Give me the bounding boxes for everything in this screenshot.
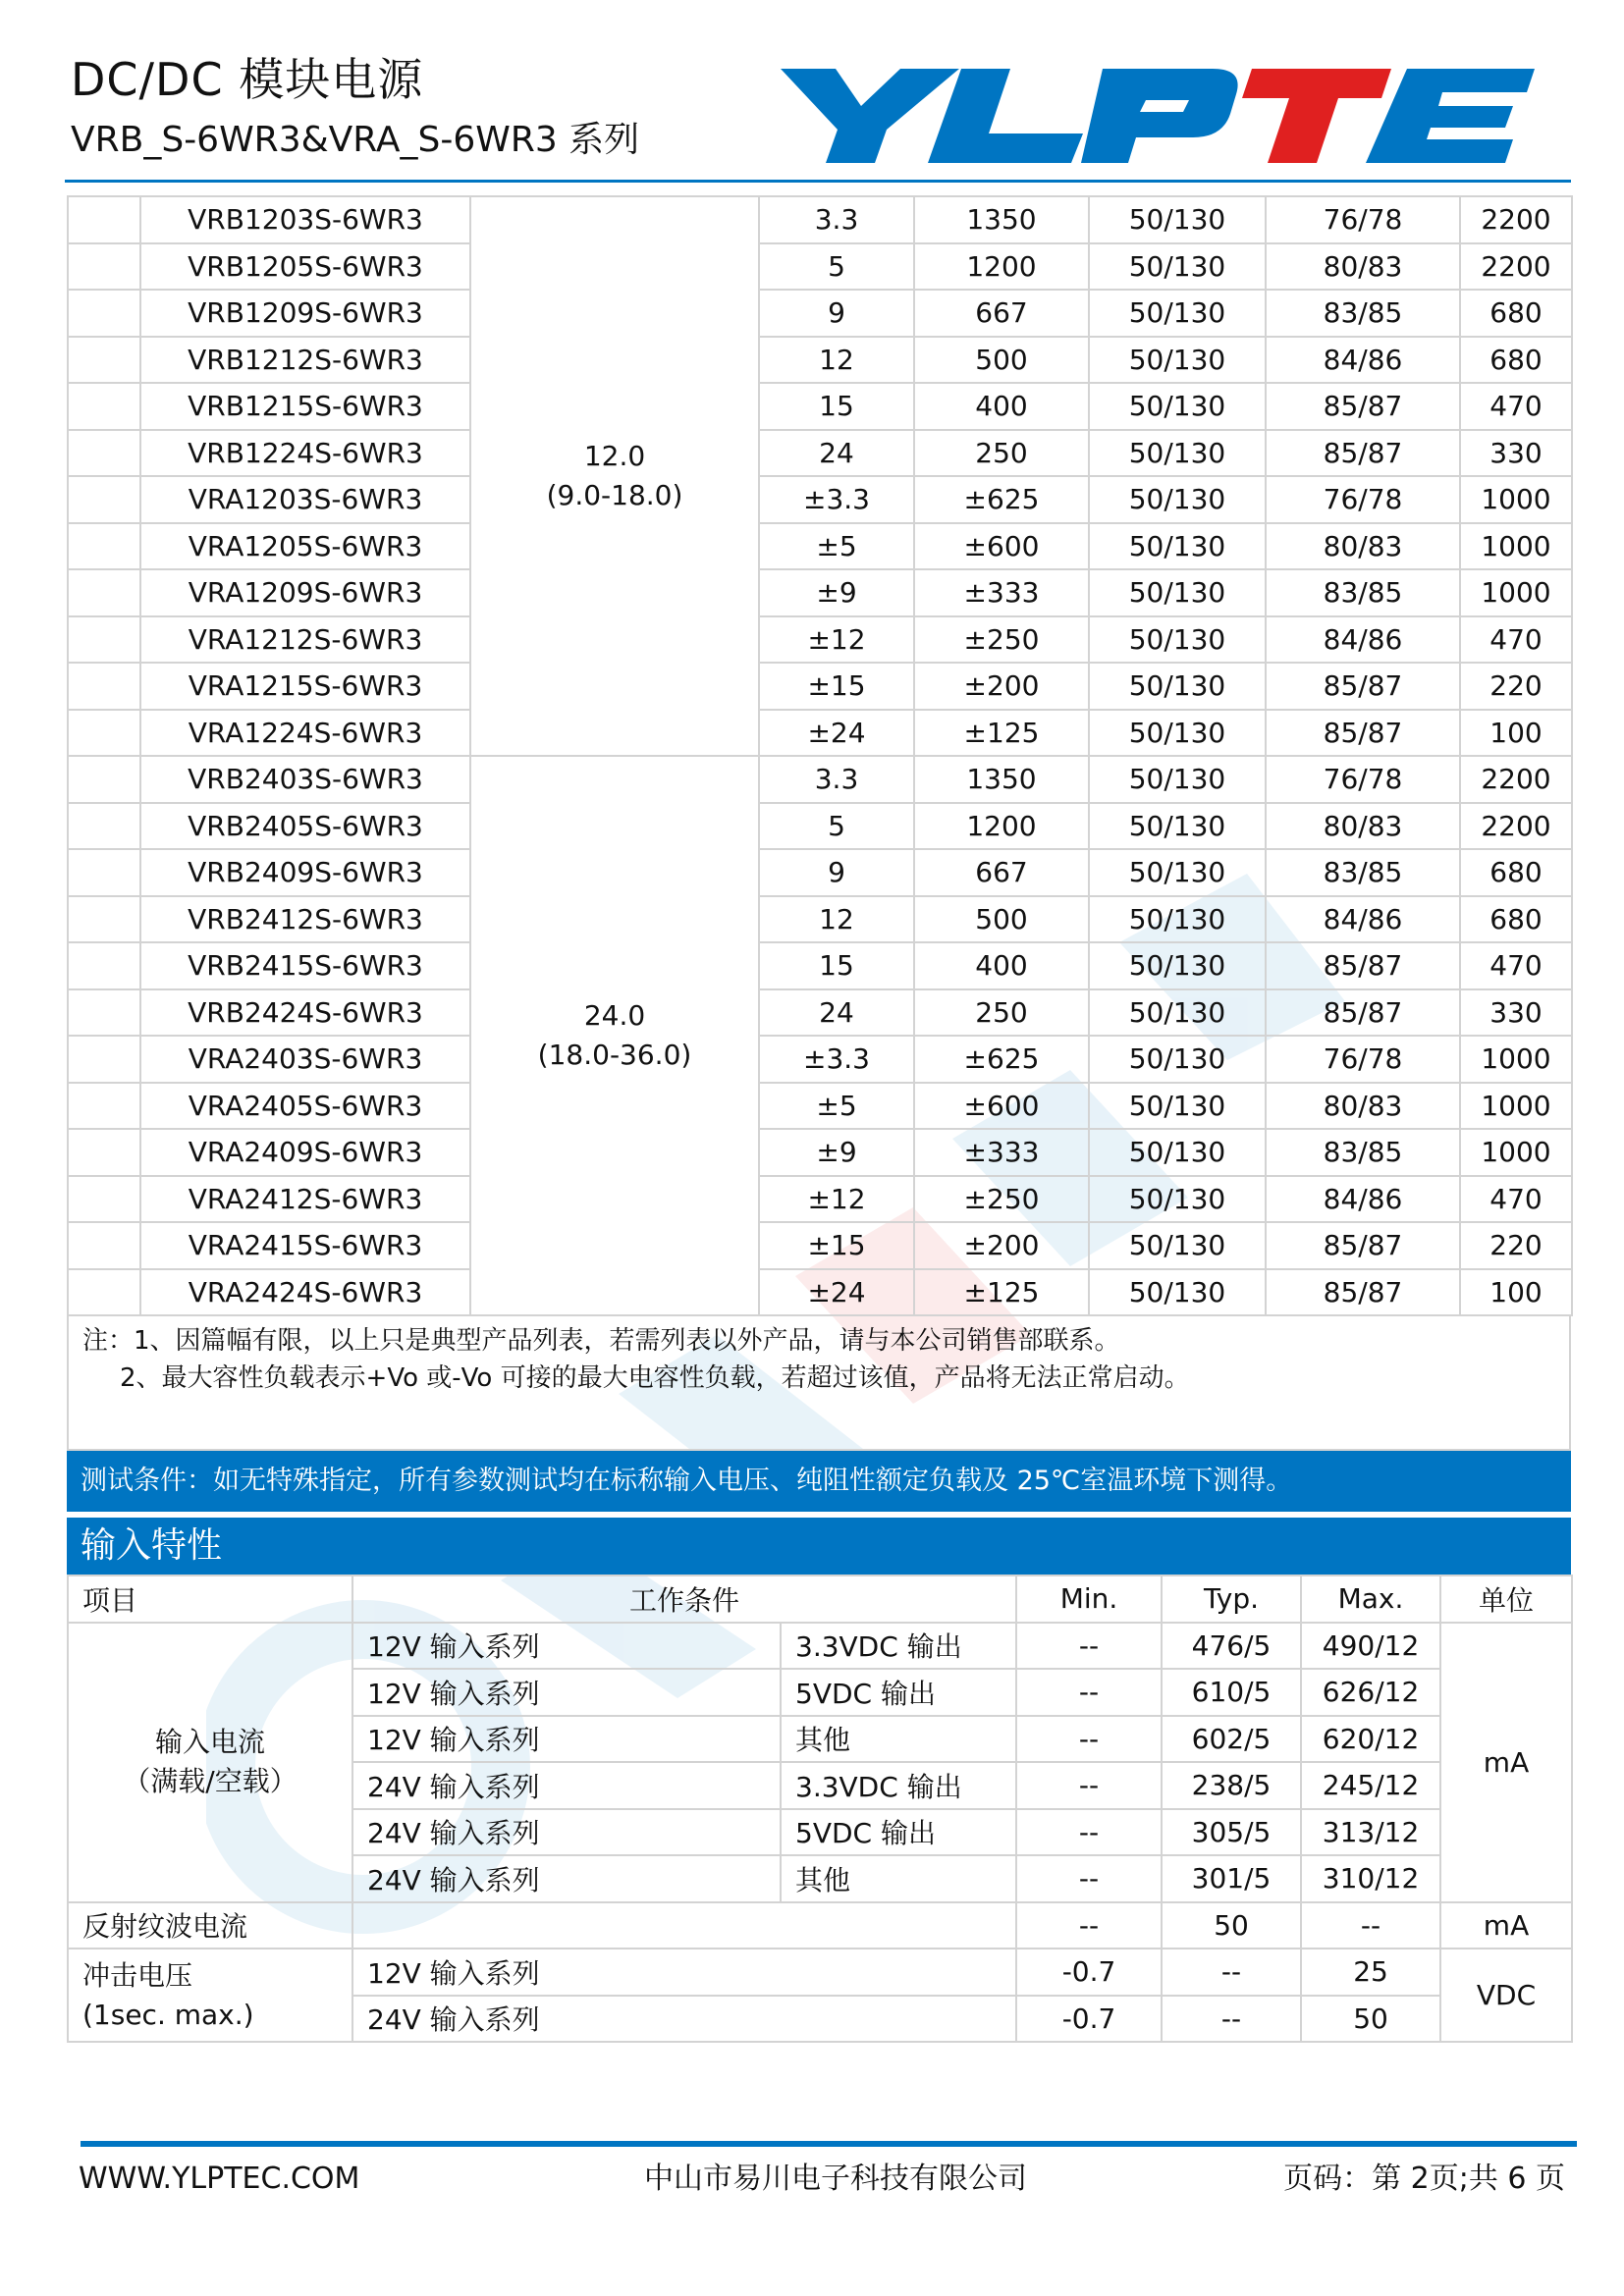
surge-voltage-label: 冲击电压 [82,1958,193,1992]
output-type-cell: 3.3VDC 输出 [781,1623,1016,1670]
header-typ: Typ. [1162,1575,1301,1623]
output-voltage-cell: 9 [759,290,914,337]
row-blank-cell [68,1176,140,1223]
max-cell: 310/12 [1301,1855,1440,1902]
efficiency-cell: 85/87 [1266,1222,1460,1269]
output-voltage-cell: ±9 [759,569,914,616]
output-voltage-cell: ±3.3 [759,476,914,523]
max-capacitive-load-cell: 680 [1460,896,1572,943]
row-blank-cell [68,1222,140,1269]
input-series-cell: 24V 输入系列 [352,1809,781,1856]
row-blank-cell [68,616,140,664]
max-cell: 620/12 [1301,1716,1440,1763]
ripple-noise-cell: 50/130 [1089,1129,1266,1176]
surge-voltage-row [68,1949,1572,1996]
output-voltage-cell: ±9 [759,1129,914,1176]
model-row [68,1222,1572,1269]
output-current-cell: 1200 [914,243,1089,291]
model-row [68,803,1572,850]
input-series-cell: 24V 输入系列 [352,1762,781,1809]
input-current-label: 输入电流 [154,1726,265,1758]
output-current-cell: 1350 [914,756,1089,803]
output-current-cell: ±600 [914,523,1089,570]
model-cell: VRB2405S-6WR3 [140,803,470,850]
row-blank-cell [68,710,140,757]
model-cell: VRA1212S-6WR3 [140,616,470,664]
max-capacitive-load-cell: 2200 [1460,803,1572,850]
output-current-cell: ±333 [914,1129,1089,1176]
output-current-cell: 1200 [914,803,1089,850]
output-voltage-cell: 5 [759,243,914,291]
test-conditions-bar: 测试条件：如无特殊指定，所有参数测试均在标称输入电压、纯阻性额定负载及 25℃室温环境下测得。 [67,1451,1571,1512]
output-voltage-cell: ±24 [759,710,914,757]
max-capacitive-load-cell: 1000 [1460,569,1572,616]
input-series-cell: 24V 输入系列 [352,1855,781,1902]
model-row [68,896,1572,943]
output-type-cell: 5VDC 输出 [781,1669,1016,1716]
output-voltage-cell: ±15 [759,663,914,710]
model-cell: VRB1203S-6WR3 [140,196,470,243]
efficiency-cell: 80/83 [1266,1083,1460,1130]
model-cell: VRA2405S-6WR3 [140,1083,470,1130]
min-cell: -0.7 [1016,1996,1162,2043]
ripple-noise-cell: 50/130 [1089,616,1266,664]
row-blank-cell [68,663,140,710]
row-blank-cell [68,1129,140,1176]
model-row [68,383,1572,430]
row-blank-cell [68,1036,140,1083]
max-capacitive-load-cell: 470 [1460,383,1572,430]
row-blank-cell [68,803,140,850]
input-current-unit-cell: mA [1440,1623,1572,1902]
header-condition: 工作条件 [352,1575,1016,1623]
efficiency-cell: 85/87 [1266,1269,1460,1316]
max-capacitive-load-cell: 2200 [1460,243,1572,291]
model-row [68,849,1572,896]
input-nominal: 24.0 [583,999,646,1032]
model-row [68,756,1572,803]
output-voltage-cell: 9 [759,849,914,896]
output-voltage-cell: ±5 [759,523,914,570]
typ-cell: 50 [1162,1902,1301,1949]
output-current-cell: ±250 [914,616,1089,664]
ripple-noise-cell: 50/130 [1089,523,1266,570]
output-type-cell: 5VDC 输出 [781,1809,1016,1856]
model-cell: VRA2403S-6WR3 [140,1036,470,1083]
model-row [68,430,1572,477]
ripple-noise-cell: 50/130 [1089,710,1266,757]
output-current-cell: 250 [914,989,1089,1037]
input-series-cell: 12V 输入系列 [352,1669,781,1716]
ripple-noise-cell: 50/130 [1089,196,1266,243]
min-cell: -- [1016,1809,1162,1856]
model-cell: VRA1203S-6WR3 [140,476,470,523]
output-type-cell: 其他 [781,1716,1016,1763]
output-voltage-cell: 15 [759,942,914,989]
ripple-noise-cell: 50/130 [1089,1083,1266,1130]
efficiency-cell: 76/78 [1266,476,1460,523]
model-cell: VRB1224S-6WR3 [140,430,470,477]
model-row [68,616,1572,664]
efficiency-cell: 76/78 [1266,1036,1460,1083]
row-blank-cell [68,1269,140,1316]
header-item: 项目 [68,1575,352,1623]
ripple-noise-cell: 50/130 [1089,896,1266,943]
input-series-cell: 12V 输入系列 [352,1623,781,1670]
efficiency-cell: 83/85 [1266,849,1460,896]
ripple-current-label: 反射纹波电流 [68,1902,352,1949]
typ-cell: -- [1162,1996,1301,2043]
row-blank-cell [68,430,140,477]
row-blank-cell [68,523,140,570]
ylptec-logo [771,61,1556,169]
max-cell: -- [1301,1902,1440,1949]
model-row [68,476,1572,523]
max-capacitive-load-cell: 2200 [1460,196,1572,243]
document-subtitle: VRB_S-6WR3&VRA_S-6WR3 系列 [71,120,640,160]
ripple-noise-cell: 50/130 [1089,383,1266,430]
model-row [68,989,1572,1037]
output-current-cell: ±200 [914,663,1089,710]
output-current-cell: ±250 [914,1176,1089,1223]
model-table [67,195,1573,1316]
input-series-cell: 12V 输入系列 [352,1716,781,1763]
footer-page-number: 页码：第 2页;共 6 页 [1283,2162,1565,2196]
efficiency-cell: 84/86 [1266,896,1460,943]
row-blank-cell [68,896,140,943]
min-cell: -- [1016,1716,1162,1763]
model-cell: VRA1209S-6WR3 [140,569,470,616]
ripple-noise-cell: 50/130 [1089,942,1266,989]
efficiency-cell: 76/78 [1266,756,1460,803]
logo-letter-y [781,69,959,163]
row-blank-cell [68,1083,140,1130]
header-rule [65,180,1571,183]
efficiency-cell: 84/86 [1266,616,1460,664]
header-unit: 单位 [1440,1575,1572,1623]
ripple-noise-cell: 50/130 [1089,569,1266,616]
model-cell: VRB2409S-6WR3 [140,849,470,896]
output-voltage-cell: ±12 [759,616,914,664]
row-blank-cell [68,989,140,1037]
input-nominal: 12.0 [583,440,646,472]
max-cell: 626/12 [1301,1669,1440,1716]
ripple-noise-cell: 50/130 [1089,1036,1266,1083]
ripple-noise-cell: 50/130 [1089,663,1266,710]
ripple-noise-cell: 50/130 [1089,290,1266,337]
min-cell: -- [1016,1623,1162,1670]
ripple-noise-cell: 50/130 [1089,989,1266,1037]
row-blank-cell [68,196,140,243]
logo-letter-t [1242,69,1391,163]
output-voltage-cell: 3.3 [759,196,914,243]
input-series-cell: 12V 输入系列 [352,1949,1016,1996]
ripple-noise-cell: 50/130 [1089,756,1266,803]
surge-voltage-unit-cell: VDC [1440,1949,1572,2042]
output-current-cell: 400 [914,383,1089,430]
model-row [68,569,1572,616]
model-cell: VRA1205S-6WR3 [140,523,470,570]
model-row [68,1083,1572,1130]
logo-letter-l [928,69,1083,163]
max-capacitive-load-cell: 680 [1460,290,1572,337]
max-capacitive-load-cell: 1000 [1460,476,1572,523]
max-capacitive-load-cell: 330 [1460,989,1572,1037]
row-blank-cell [68,849,140,896]
input-range: (9.0-18.0) [546,479,683,511]
output-voltage-cell: ±24 [759,1269,914,1316]
output-current-cell: 1350 [914,196,1089,243]
max-capacitive-load-cell: 1000 [1460,1083,1572,1130]
header-min: Min. [1016,1575,1162,1623]
output-current-cell: 500 [914,896,1089,943]
efficiency-cell: 84/86 [1266,337,1460,384]
model-cell: VRB2415S-6WR3 [140,942,470,989]
model-cell: VRA1224S-6WR3 [140,710,470,757]
row-blank-cell [68,383,140,430]
output-voltage-cell: ±12 [759,1176,914,1223]
ripple-noise-cell: 50/130 [1089,476,1266,523]
row-blank-cell [68,476,140,523]
typ-cell: 602/5 [1162,1716,1301,1763]
logo-letter-p [1081,69,1238,163]
max-capacitive-load-cell: 680 [1460,849,1572,896]
output-voltage-cell: 12 [759,337,914,384]
efficiency-cell: 84/86 [1266,1176,1460,1223]
model-row [68,942,1572,989]
output-current-cell: 400 [914,942,1089,989]
output-current-cell: ±125 [914,1269,1089,1316]
row-blank-cell [68,569,140,616]
output-voltage-cell: 24 [759,989,914,1037]
model-cell: VRB2403S-6WR3 [140,756,470,803]
ripple-noise-cell: 50/130 [1089,337,1266,384]
efficiency-cell: 85/87 [1266,383,1460,430]
model-row [68,523,1572,570]
input-current-label-cell [68,1623,352,1902]
max-cell: 313/12 [1301,1809,1440,1856]
efficiency-cell: 83/85 [1266,1129,1460,1176]
unit-cell: mA [1440,1902,1572,1949]
output-current-cell: ±625 [914,476,1089,523]
model-row [68,663,1572,710]
max-capacitive-load-cell: 680 [1460,337,1572,384]
model-cell: VRB1205S-6WR3 [140,243,470,291]
max-capacitive-load-cell: 2200 [1460,756,1572,803]
max-capacitive-load-cell: 100 [1460,1269,1572,1316]
efficiency-cell: 85/87 [1266,663,1460,710]
input-current-row [68,1623,1572,1670]
model-row [68,337,1572,384]
input-current-label-sub: （满载/空载） [123,1765,298,1797]
ripple-noise-cell: 50/130 [1089,430,1266,477]
model-row [68,243,1572,291]
row-blank-cell [68,243,140,291]
model-cell: VRB1215S-6WR3 [140,383,470,430]
max-capacitive-load-cell: 1000 [1460,1036,1572,1083]
output-current-cell: 667 [914,849,1089,896]
model-row [68,710,1572,757]
model-row [68,1036,1572,1083]
output-voltage-cell: ±15 [759,1222,914,1269]
notes-box [67,1316,1571,1451]
model-row [68,196,1572,243]
header-max: Max. [1301,1575,1440,1623]
ripple-noise-cell: 50/130 [1089,849,1266,896]
input-series-cell: 24V 输入系列 [352,1996,1016,2043]
efficiency-cell: 76/78 [1266,196,1460,243]
output-voltage-cell: ±5 [759,1083,914,1130]
model-cell: VRB1209S-6WR3 [140,290,470,337]
input-voltage-cell [470,196,759,756]
model-cell: VRB2412S-6WR3 [140,896,470,943]
output-voltage-cell: ±3.3 [759,1036,914,1083]
output-current-cell: 667 [914,290,1089,337]
row-blank-cell [68,756,140,803]
model-row [68,290,1572,337]
row-blank-cell [68,290,140,337]
efficiency-cell: 80/83 [1266,243,1460,291]
max-cell: 490/12 [1301,1623,1440,1670]
model-cell: VRB2424S-6WR3 [140,989,470,1037]
footer-website: WWW.YLPTEC.COM [79,2162,360,2196]
min-cell: -- [1016,1762,1162,1809]
ripple-noise-cell: 50/130 [1089,803,1266,850]
model-cell: VRA2415S-6WR3 [140,1222,470,1269]
output-current-cell: 500 [914,337,1089,384]
min-cell: -0.7 [1016,1949,1162,1996]
output-voltage-cell: 24 [759,430,914,477]
max-cell: 50 [1301,1996,1440,2043]
typ-cell: -- [1162,1949,1301,1996]
output-voltage-cell: 5 [759,803,914,850]
output-current-cell: ±600 [914,1083,1089,1130]
max-capacitive-load-cell: 100 [1460,710,1572,757]
output-type-cell: 3.3VDC 输出 [781,1762,1016,1809]
efficiency-cell: 83/85 [1266,569,1460,616]
typ-cell: 301/5 [1162,1855,1301,1902]
max-capacitive-load-cell: 220 [1460,1222,1572,1269]
min-cell: -- [1016,1902,1162,1949]
output-voltage-cell: 15 [759,383,914,430]
typ-cell: 238/5 [1162,1762,1301,1809]
efficiency-cell: 83/85 [1266,290,1460,337]
note-1: 注：1、因篇幅有限，以上只是典型产品列表，若需列表以外产品，请与本公司销售部联系。 [82,1326,1120,1356]
ripple-noise-cell: 50/130 [1089,1222,1266,1269]
footer-rule [81,2141,1577,2147]
model-cell: VRA2412S-6WR3 [140,1176,470,1223]
typ-cell: 476/5 [1162,1623,1301,1670]
input-section-title: 输入特性 [67,1518,1571,1575]
output-current-cell: ±625 [914,1036,1089,1083]
row-blank-cell [68,337,140,384]
max-capacitive-load-cell: 470 [1460,616,1572,664]
model-row [68,1176,1572,1223]
max-capacitive-load-cell: 1000 [1460,523,1572,570]
document-title: DC/DC 模块电源 [71,53,424,106]
output-voltage-cell: 3.3 [759,756,914,803]
efficiency-cell: 85/87 [1266,710,1460,757]
min-cell: -- [1016,1669,1162,1716]
ripple-noise-cell: 50/130 [1089,1269,1266,1316]
max-capacitive-load-cell: 330 [1460,430,1572,477]
max-capacitive-load-cell: 1000 [1460,1129,1572,1176]
output-current-cell: ±333 [914,569,1089,616]
footer-company: 中山市易川电子科技有限公司 [644,2162,1027,2196]
model-cell: VRB1212S-6WR3 [140,337,470,384]
input-spec-table [67,1575,1573,2043]
ripple-noise-cell: 50/130 [1089,243,1266,291]
efficiency-cell: 85/87 [1266,989,1460,1037]
max-capacitive-load-cell: 470 [1460,1176,1572,1223]
max-cell: 245/12 [1301,1762,1440,1809]
ripple-condition-cell [352,1902,1016,1949]
typ-cell: 305/5 [1162,1809,1301,1856]
efficiency-cell: 80/83 [1266,803,1460,850]
output-current-cell: ±200 [914,1222,1089,1269]
model-row [68,1129,1572,1176]
model-cell: VRA1215S-6WR3 [140,663,470,710]
input-range: (18.0-36.0) [537,1039,692,1071]
efficiency-cell: 85/87 [1266,942,1460,989]
typ-cell: 610/5 [1162,1669,1301,1716]
max-capacitive-load-cell: 220 [1460,663,1572,710]
min-cell: -- [1016,1855,1162,1902]
spec-header-row [68,1575,1572,1623]
model-row [68,1269,1572,1316]
surge-voltage-label-sub: (1sec. max.) [82,1998,254,2031]
ripple-current-row [68,1902,1572,1949]
row-blank-cell [68,942,140,989]
max-cell: 25 [1301,1949,1440,1996]
model-cell: VRA2424S-6WR3 [140,1269,470,1316]
surge-voltage-label-cell [68,1949,352,2042]
note-2: 2、最大容性负载表示+Vo 或-Vo 可接的最大电容性负载，若超过该值，产品将无法正常启动。 [120,1363,1190,1393]
output-current-cell: ±125 [914,710,1089,757]
output-type-cell: 其他 [781,1855,1016,1902]
input-voltage-cell [470,756,759,1315]
output-current-cell: 250 [914,430,1089,477]
output-voltage-cell: 12 [759,896,914,943]
max-capacitive-load-cell: 470 [1460,942,1572,989]
model-cell: VRA2409S-6WR3 [140,1129,470,1176]
efficiency-cell: 80/83 [1266,523,1460,570]
efficiency-cell: 85/87 [1266,430,1460,477]
ripple-noise-cell: 50/130 [1089,1176,1266,1223]
